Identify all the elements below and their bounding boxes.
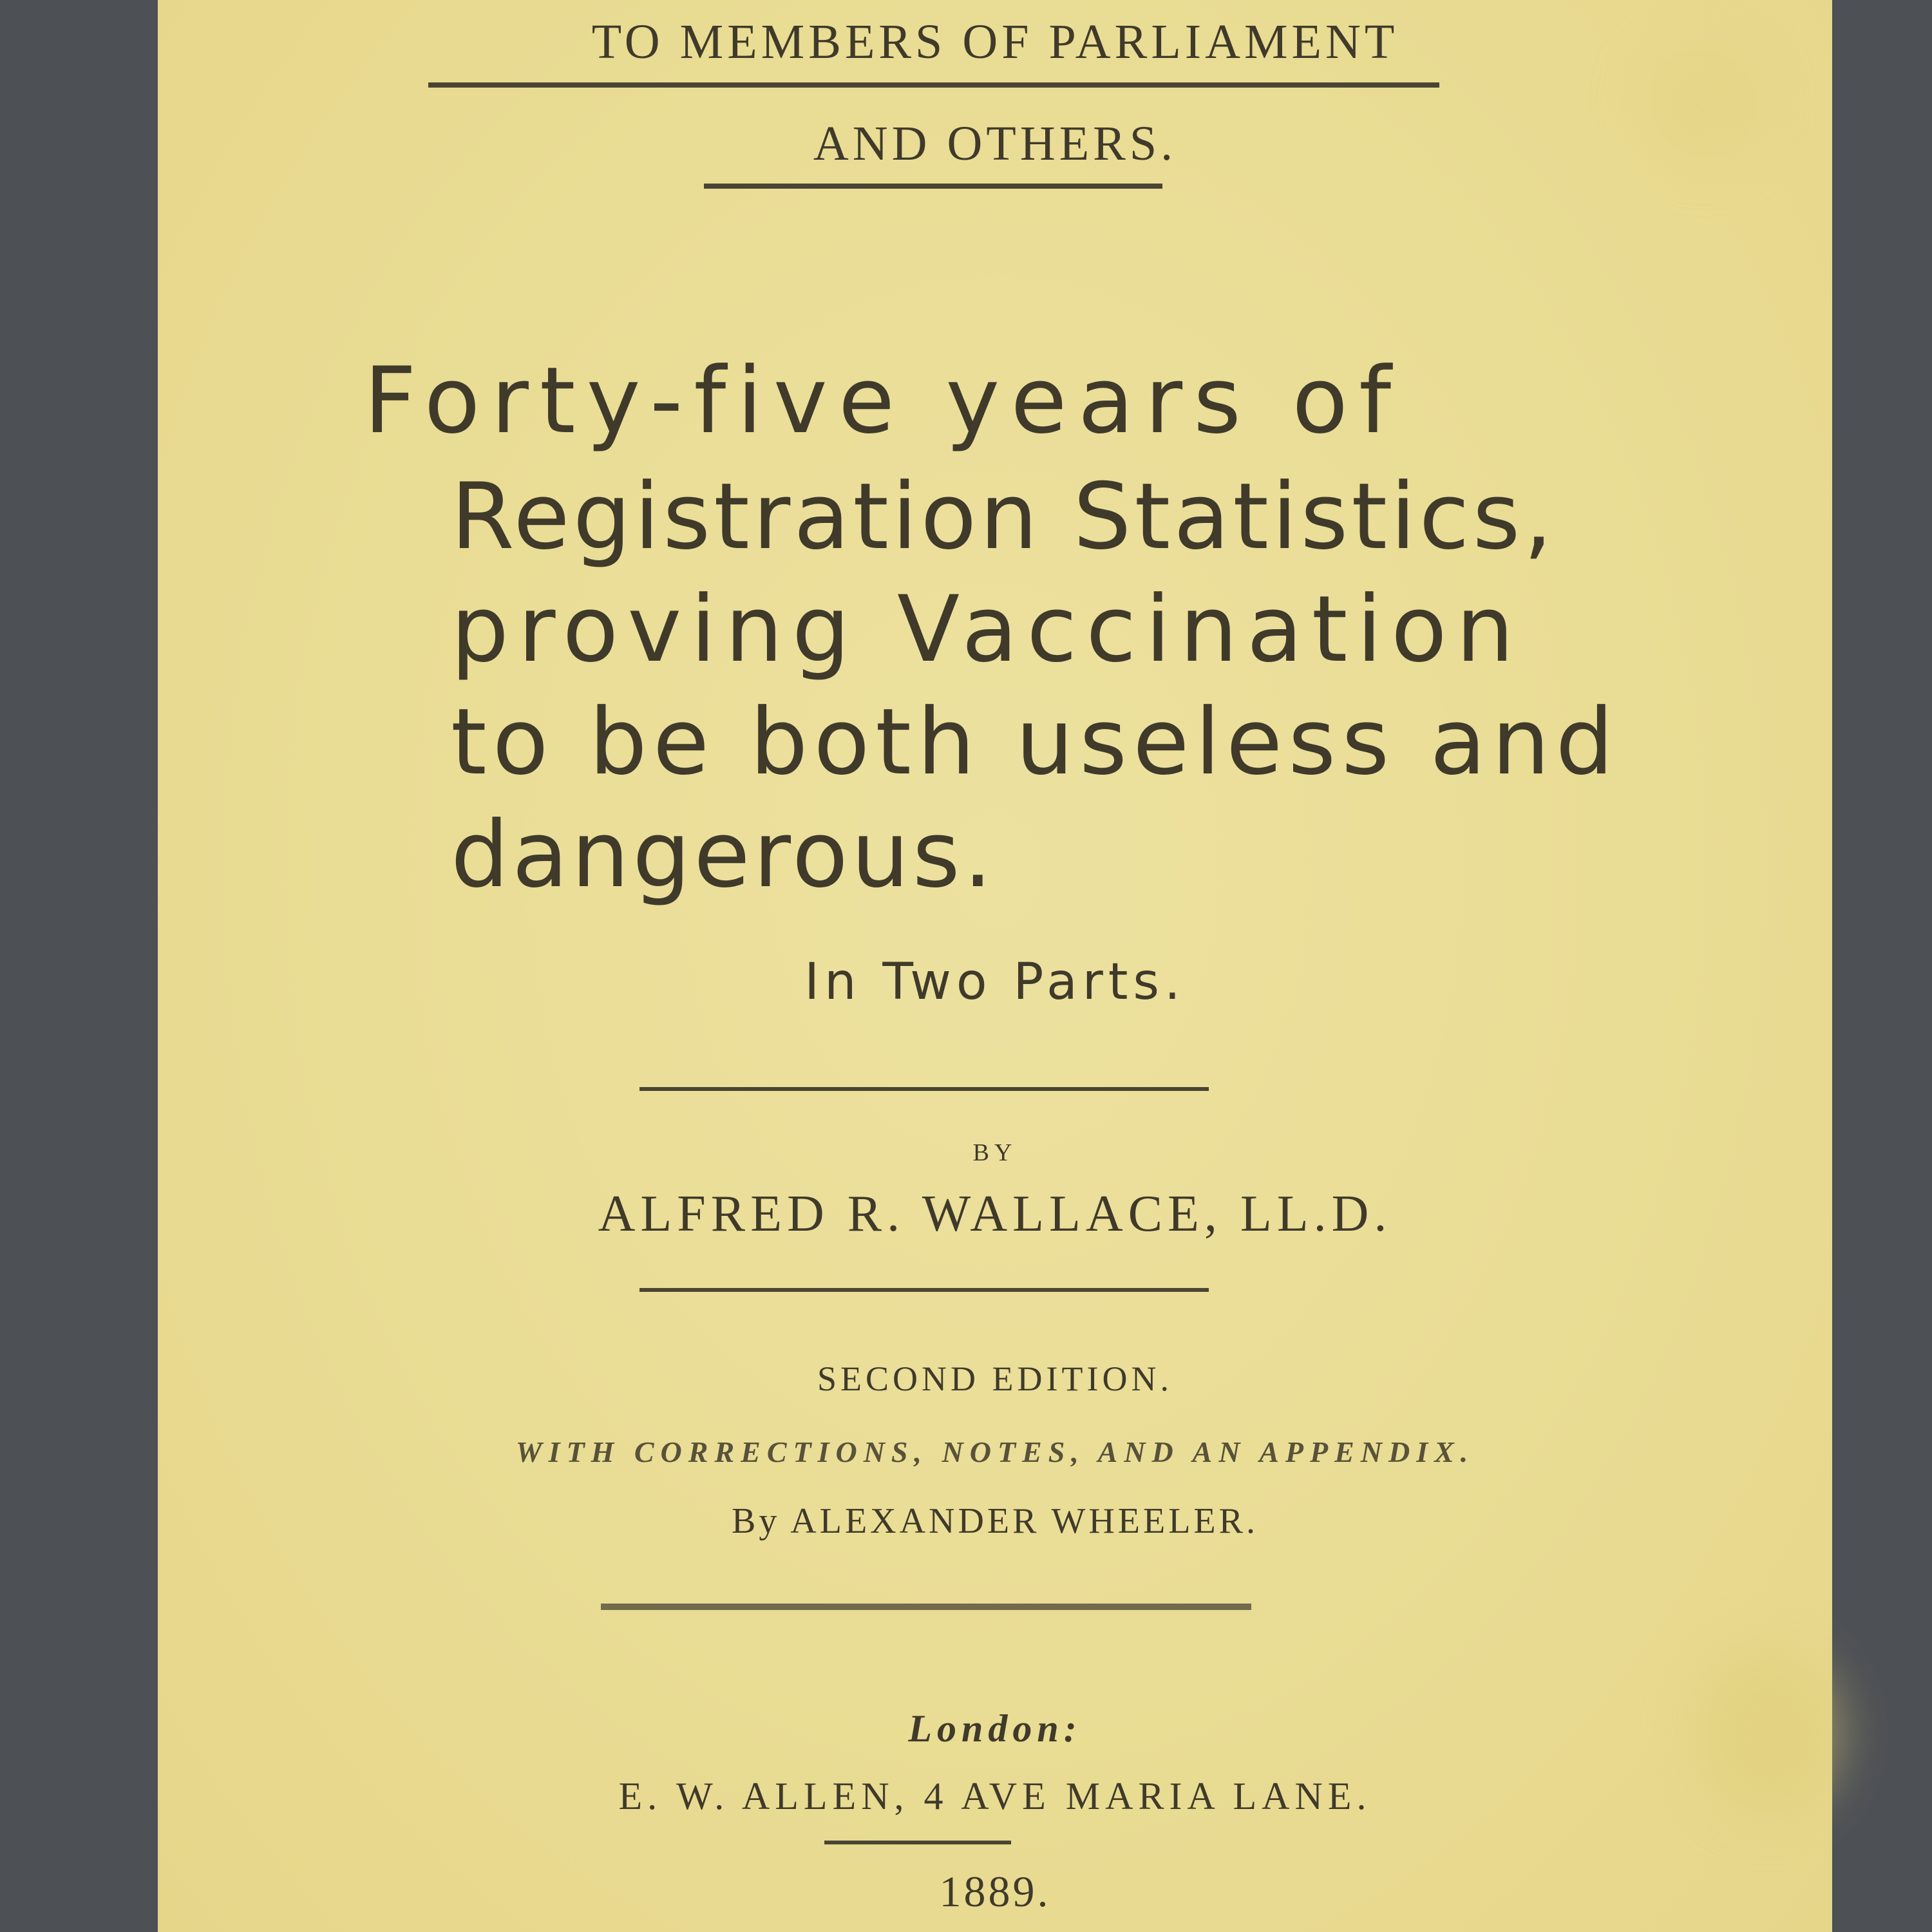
dedication-rule-1 xyxy=(428,82,1439,88)
edition-label: SECOND EDITION. xyxy=(817,1359,1173,1398)
title-line-1: Forty-five years of xyxy=(364,348,1403,454)
paper-stain xyxy=(1639,39,1768,167)
dedication-line-2: AND OTHERS. xyxy=(813,117,1177,171)
title-line-3: proving Vaccination xyxy=(451,576,1523,683)
book-title-page xyxy=(158,0,1832,1932)
dedication-rule-2 xyxy=(704,184,1162,189)
edition-editor: By ALEXANDER WHEELER. xyxy=(732,1501,1258,1541)
separator-rule-2 xyxy=(639,1288,1209,1292)
author-name: ALFRED R. WALLACE, LL.D. xyxy=(598,1186,1392,1242)
imprint-publisher: E. W. ALLEN, 4 AVE MARIA LANE. xyxy=(618,1775,1372,1817)
edition-corrections: WITH CORRECTIONS, NOTES, AND AN APPENDIX. xyxy=(515,1435,1475,1468)
dedication-line-1: TO MEMBERS OF PARLIAMENT xyxy=(591,15,1399,69)
byline-by: BY xyxy=(972,1139,1018,1166)
imprint-city: London: xyxy=(908,1707,1082,1750)
imprint-rule xyxy=(824,1841,1011,1844)
separator-rule-1 xyxy=(639,1087,1209,1091)
subtitle-parts: In Two Parts. xyxy=(804,953,1186,1011)
title-line-4: to be both useless and xyxy=(451,689,1620,795)
imprint-year: 1889. xyxy=(939,1867,1051,1916)
separator-rule-3 xyxy=(601,1604,1251,1610)
title-line-2: Registration Statistics, xyxy=(451,464,1556,570)
paper-stain xyxy=(1697,1649,1839,1816)
title-line-5: dangerous. xyxy=(451,802,996,908)
